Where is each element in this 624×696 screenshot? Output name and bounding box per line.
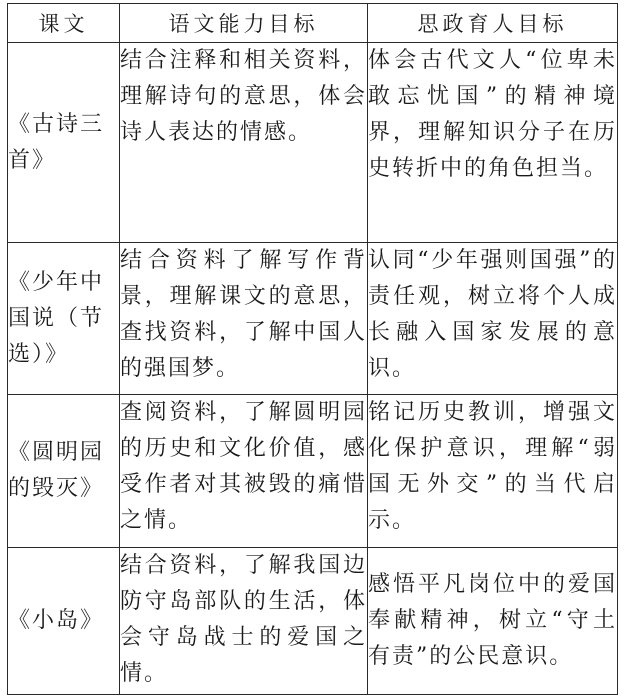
lesson-title: 《小岛》 (8, 548, 120, 695)
table-row (8, 548, 618, 695)
lesson-title: 《少年中国说（节选）》 (8, 243, 120, 395)
curriculum-goals-table (7, 3, 618, 695)
lesson-title: 《古诗三首》 (8, 43, 120, 243)
header-row (8, 4, 618, 43)
ideology-goal-cell: 铭记历史教训，增强文化保护意识，理解“弱国无外交”的当代启示。 (368, 395, 618, 548)
table-row (8, 243, 618, 395)
language-goal-cell: 结合资料，了解我国边防守岛部队的生活，体会守岛战士的爱国之情。 (120, 548, 368, 695)
language-goal-cell: 结合资料了解写作背景，理解课文的意思，查找资料，了解中国人的强国梦。 (120, 243, 368, 395)
header-ideology-goal: 思政育人目标 (368, 4, 618, 43)
table-row (8, 43, 618, 243)
language-goal-cell: 查阅资料，了解圆明园的历史和文化价值，感受作者对其被毁的痛惜之情。 (120, 395, 368, 548)
header-language-goal: 语文能力目标 (120, 4, 368, 43)
ideology-goal-cell: 感悟平凡岗位中的爱国奉献精神，树立“守土有责”的公民意识。 (368, 548, 618, 695)
ideology-goal-cell: 认同“少年强则国强”的责任观，树立将个人成长融入国家发展的意识。 (368, 243, 618, 395)
language-goal-cell: 结合注释和相关资料，理解诗句的意思，体会诗人表达的情感。 (120, 43, 368, 243)
table-row (8, 395, 618, 548)
ideology-goal-cell: 体会古代文人“位卑未敢忘忧国”的精神境界，理解知识分子在历史转折中的角色担当。 (368, 43, 618, 243)
header-lesson: 课文 (8, 4, 120, 43)
lesson-title: 《圆明园的毁灭》 (8, 395, 120, 548)
